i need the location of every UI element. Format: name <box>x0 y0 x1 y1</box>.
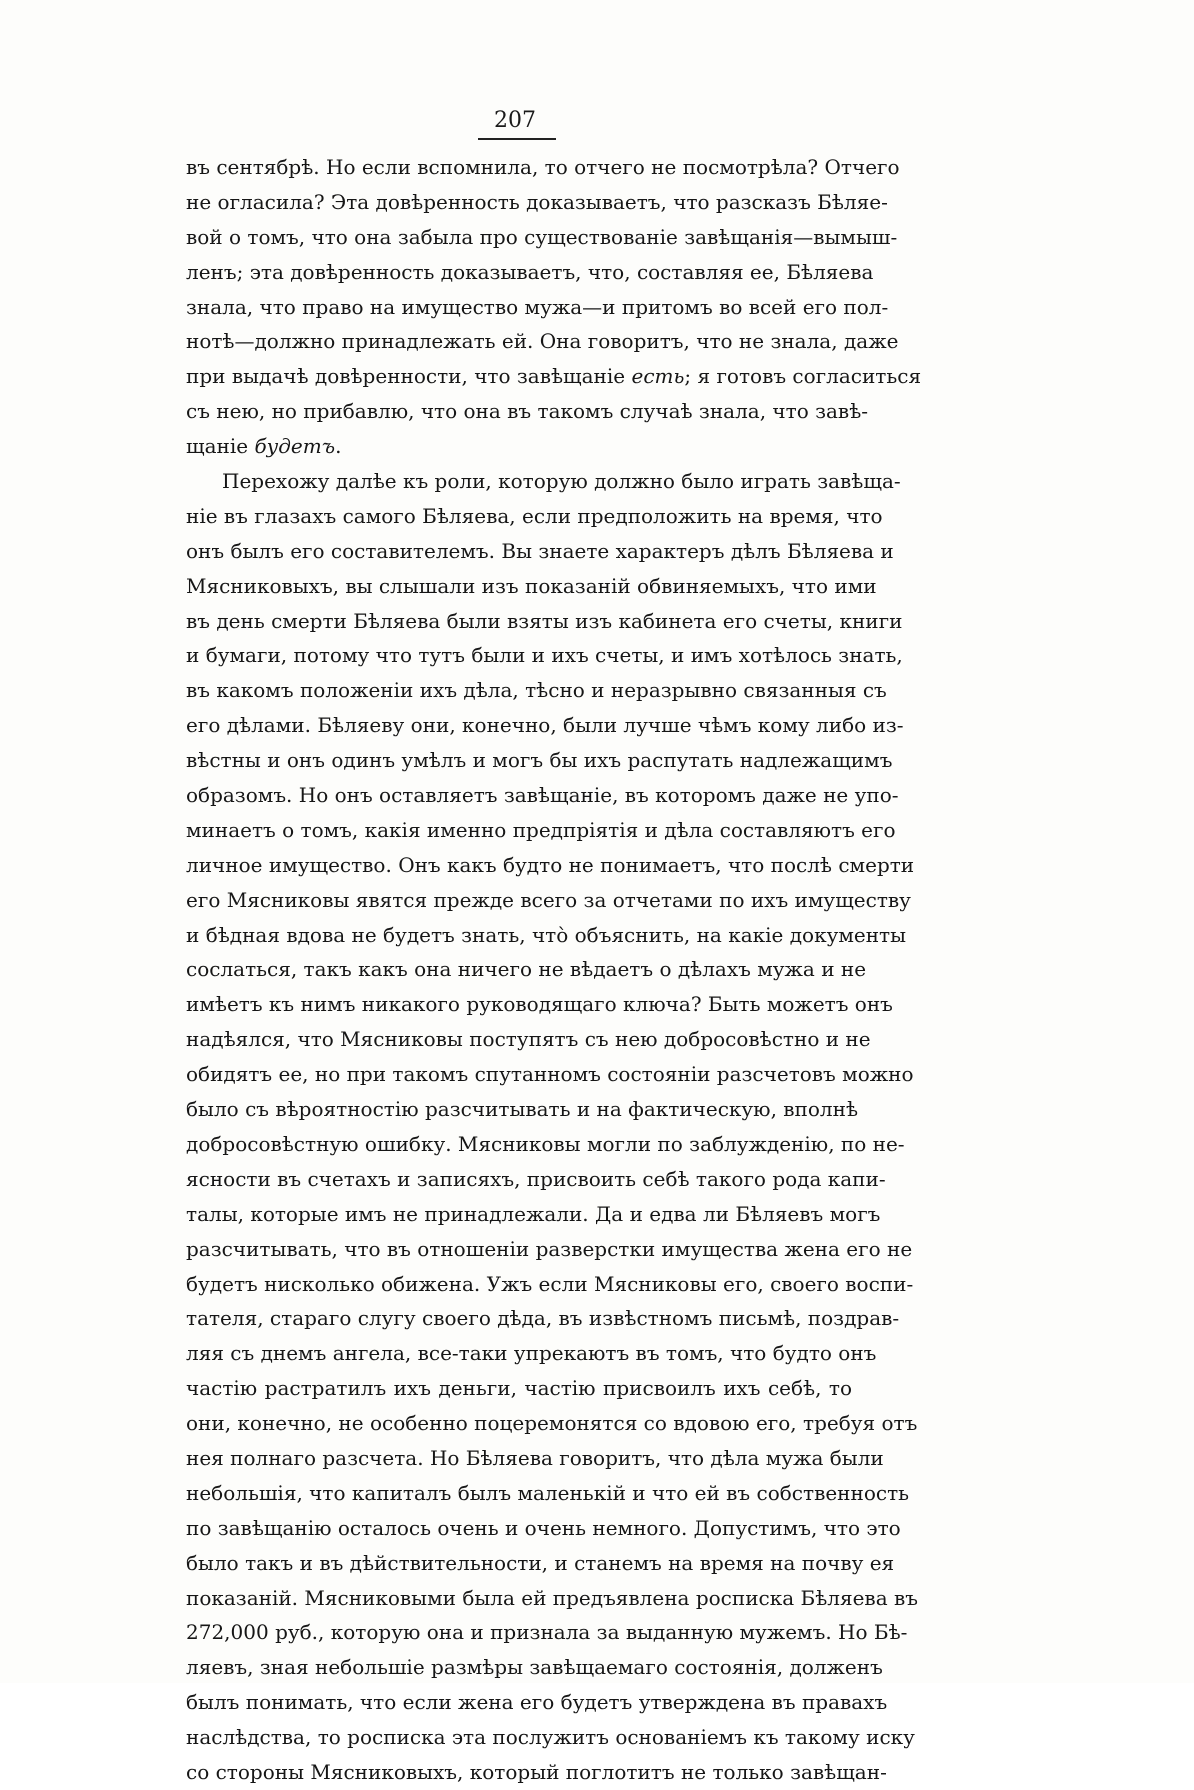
text-line: вѣстны и онъ одинъ умѣлъ и могъ бы ихъ распутать надлежащимъ <box>186 748 893 773</box>
text-line: ляя съ днемъ ангела, все-таки упрекаютъ въ томъ, что будто онъ <box>186 1341 877 1366</box>
text-line: было съ вѣроятностію разсчитывать и на фактическую, вполнѣ <box>186 1097 859 1122</box>
text-line: ляевъ, зная небольшіе размѣры завѣщаемаго состоянія, долженъ <box>186 1655 883 1680</box>
text-line: талы, которые имъ не принадлежали. Да и едва ли Бѣляевъ могъ <box>186 1201 881 1226</box>
text-line: былъ понимать, что если жена его будетъ утверждена въ правахъ <box>186 1690 888 1715</box>
text-line: личное имущество. Онъ какъ будто не понимаетъ, что послѣ смерти <box>186 852 915 877</box>
page-number-rule <box>478 138 556 140</box>
text-line: въ день смерти Бѣляева были взяты изъ кабинета его счеты, книги <box>186 608 903 633</box>
text-line: въ сентябрѣ. Но если вспомнила, то отчего не посмотрѣла? Отчего <box>186 155 900 179</box>
text-line: не огласила? Эта довѣренность доказываетъ, что разсказъ Бѣляе- <box>186 189 888 214</box>
text-line: ясности въ счетахъ и записяхъ, присвоить себѣ такого рода капи- <box>186 1166 886 1191</box>
text-line: сослаться, такъ какъ она ничего не вѣдаетъ о дѣлахъ мужа и не <box>186 957 867 982</box>
text-line: показаній. Мясниковыми была ей предъявлена росписка Бѣляева въ <box>186 1585 918 1610</box>
text-line: и бѣдная вдова не будетъ знать, что̀ объяснить, на какіе документы <box>186 922 907 947</box>
text-line: вой о томъ, что она забыла про существованіе завѣщанія—вымыш- <box>186 224 898 249</box>
text-line: нотѣ—должно принадлежать ей. Она говоритъ, что не знала, даже <box>186 329 899 354</box>
text-line: въ какомъ положеніи ихъ дѣла, тѣсно и неразрывно связанныя съ <box>186 678 887 703</box>
text-line: со стороны Мясниковыхъ, который поглотитъ не только завѣщан- <box>186 1759 887 1784</box>
text-line: обидятъ ее, но при такомъ спутанномъ состояніи разсчетовъ можно <box>186 1062 914 1087</box>
text-line: образомъ. Но онъ оставляетъ завѣщаніе, въ которомъ даже не упо- <box>186 783 899 808</box>
body-text <box>186 150 922 1790</box>
text-line: надѣялся, что Мясниковы поступятъ съ нею добросовѣстно и не <box>186 1027 871 1052</box>
text-line: съ нею, но прибавлю, что она въ такомъ случаѣ знала, что завѣ- <box>186 399 869 424</box>
text-line: Мясниковыхъ, вы слышали изъ показаній обвиняемыхъ, что ими <box>186 573 877 598</box>
text-line: нея полнаго разсчета. Но Бѣляева говоритъ, что дѣла мужа были <box>186 1445 884 1470</box>
text-line: онъ былъ его составителемъ. Вы знаете характеръ дѣлъ Бѣляева и <box>186 538 894 563</box>
text-line: ніе въ глазахъ самого Бѣляева, если предположить на время, что <box>186 503 883 528</box>
text-line: наслѣдства, то росписка эта послужитъ основаніемъ къ такому иску <box>186 1725 915 1750</box>
text-line: ленъ; эта довѣренность доказываетъ, что, составляя ее, Бѣляева <box>186 259 874 284</box>
text-line: Перехожу далѣе къ роли, которую должно было играть завѣща- <box>222 469 901 494</box>
text-line: частію растратилъ ихъ деньги, частію присвоилъ ихъ себѣ, то <box>186 1376 852 1401</box>
text-line: 272,000 руб., которую она и признала за выданную мужемъ. Но Бѣ- <box>186 1620 908 1645</box>
text-line: и бумаги, потому что тутъ были и ихъ счеты, и имъ хотѣлось знать, <box>186 643 903 668</box>
text-line: разсчитывать, что въ отношеніи разверстки имущества жена его не <box>186 1236 913 1261</box>
text-line: его Мясниковы явятся прежде всего за отчетами по ихъ имуществу <box>186 887 911 912</box>
text-line: знала, что право на имущество мужа—и притомъ во всей его пол- <box>186 294 889 319</box>
text-line: его дѣлами. Бѣляеву они, конечно, были лучше чѣмъ кому либо из- <box>186 713 904 738</box>
text-line: они, конечно, не особенно поцеремонятся со вдовою его, требуя отъ <box>186 1411 918 1436</box>
text-line: небольшія, что капиталъ былъ маленькій и что ей въ собственность <box>186 1480 910 1505</box>
text-line: щаніе будетъ. <box>186 434 342 459</box>
text-line: будетъ нисколько обижена. Ужъ если Мясниковы его, своего воспи- <box>186 1271 914 1296</box>
page-number: 207 <box>494 108 536 133</box>
text-line: при выдачѣ довѣренности, что завѣщаніе есть; я готовъ согласиться <box>186 364 922 389</box>
text-line: по завѣщанію осталось очень и очень немного. Допустимъ, что это <box>186 1515 901 1540</box>
text-line: минаетъ о томъ, какія именно предпріятія и дѣла составляютъ его <box>186 817 896 842</box>
text-line: имѣетъ къ нимъ никакого руководящаго ключа? Быть можетъ онъ <box>186 992 893 1017</box>
text-line: было такъ и въ дѣйствительности, и станемъ на время на почву ея <box>186 1550 895 1575</box>
text-line: добросовѣстную ошибку. Мясниковы могли по заблужденію, по не- <box>186 1131 905 1156</box>
text-line: тателя, стараго слугу своего дѣда, въ извѣстномъ письмѣ, поздрав- <box>186 1306 900 1331</box>
